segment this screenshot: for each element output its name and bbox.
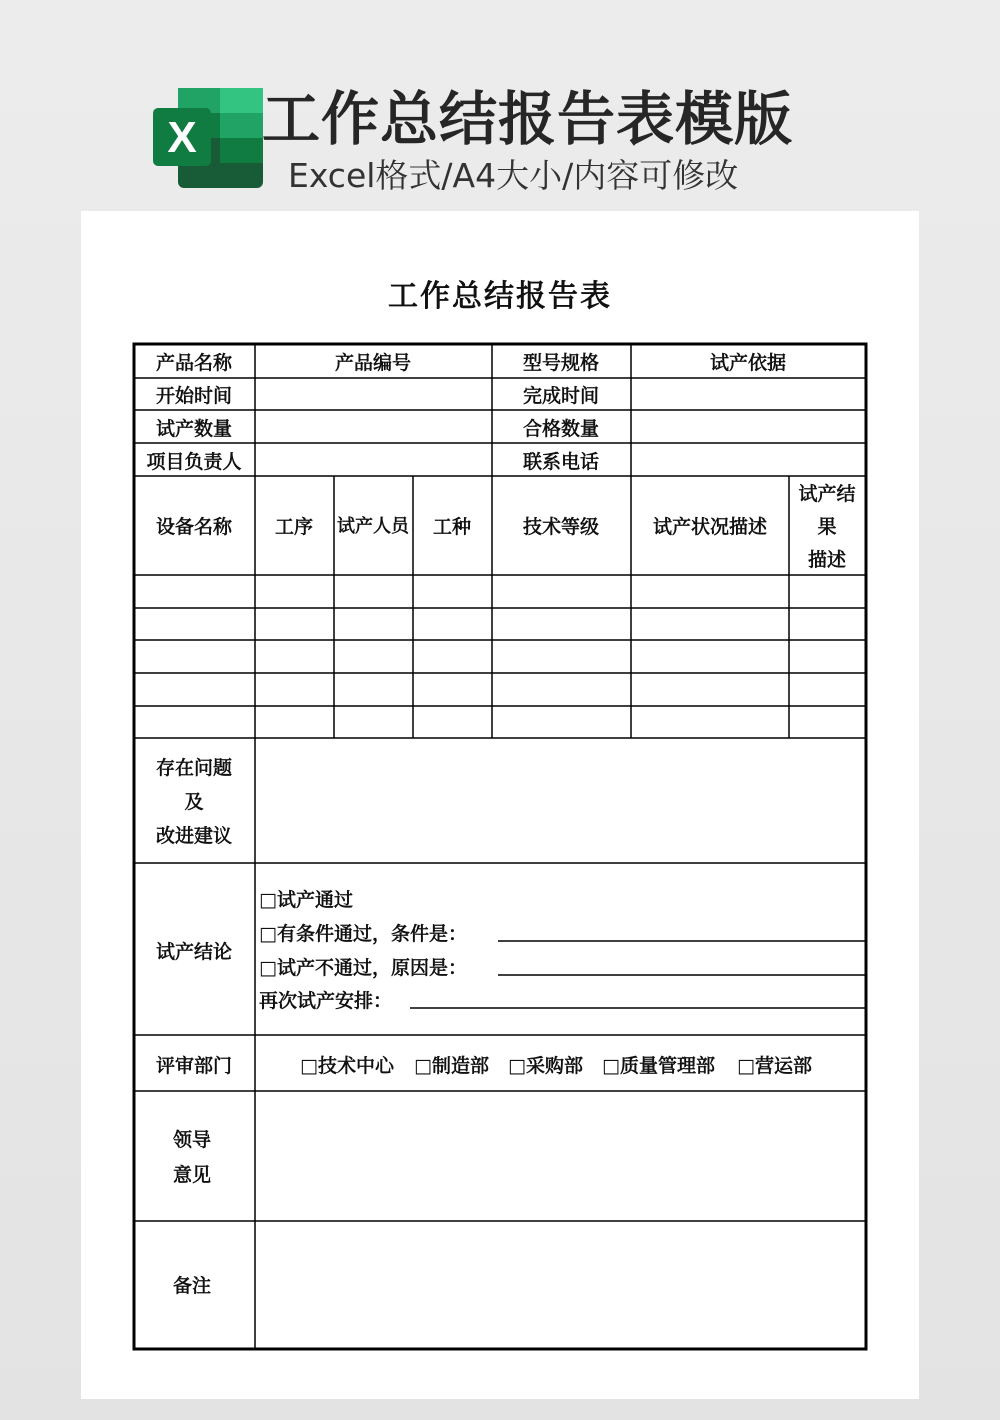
logo-letter: X: [167, 113, 197, 162]
leader-label-line2: 意见: [172, 1164, 212, 1186]
col-process: 工序: [274, 516, 314, 538]
label-model-spec: 型号规格: [522, 352, 600, 374]
review-label: 评审部门: [155, 1055, 233, 1077]
issues-label-line2: 及: [184, 791, 204, 813]
banner-subtitle: Excel格式/A4大小/内容可修改: [288, 156, 739, 195]
remarks-label: 备注: [172, 1275, 212, 1297]
col-job-type: 工种: [432, 516, 472, 538]
form-sheet: [81, 211, 919, 1399]
label-contact-phone: 联系电话: [522, 451, 600, 473]
issues-label-line1: 存在问题: [155, 757, 233, 779]
label-qualified-quantity: 合格数量: [522, 418, 600, 440]
label-trial-basis: 试产依据: [709, 352, 787, 374]
issues-label-line3: 改进建议: [155, 825, 233, 847]
next-trial-label: 再次试产安排：: [259, 990, 393, 1012]
col-result-line2: 果: [817, 516, 837, 538]
label-product-name: 产品名称: [155, 352, 233, 374]
label-finish-time: 完成时间: [522, 385, 600, 407]
label-trial-quantity: 试产数量: [155, 418, 233, 440]
leader-label-line1: 领导: [172, 1129, 212, 1151]
option-trial-passed[interactable]: □试产通过: [259, 889, 353, 911]
option-conditional-pass[interactable]: □有条件通过，条件是：: [259, 923, 467, 945]
dept-operations[interactable]: □营运部: [737, 1055, 812, 1077]
col-result-line1: 试产结: [798, 483, 856, 505]
label-project-lead: 项目负责人: [146, 451, 242, 473]
col-status-description: 试产状况描述: [652, 516, 768, 538]
dept-tech-center[interactable]: □技术中心: [300, 1055, 394, 1077]
col-skill-level: 技术等级: [522, 516, 600, 538]
form-title: 工作总结报告表: [388, 279, 612, 314]
excel-logo-icon: [153, 88, 263, 188]
label-product-code: 产品编号: [334, 352, 412, 374]
conclusion-label: 试产结论: [155, 941, 233, 963]
dept-quality[interactable]: □质量管理部: [602, 1055, 715, 1077]
dept-purchasing[interactable]: □采购部: [508, 1055, 583, 1077]
label-start-time: 开始时间: [155, 385, 233, 407]
col-equipment-name: 设备名称: [155, 516, 233, 538]
banner-title: 工作总结报告表模版: [262, 85, 794, 153]
col-trial-staff: 试产人员: [337, 516, 409, 537]
option-trial-failed[interactable]: □试产不通过，原因是：: [259, 957, 467, 979]
dept-manufacturing[interactable]: □制造部: [414, 1055, 489, 1077]
banner: [0, 0, 1000, 210]
col-result-line3: 描述: [807, 549, 847, 571]
